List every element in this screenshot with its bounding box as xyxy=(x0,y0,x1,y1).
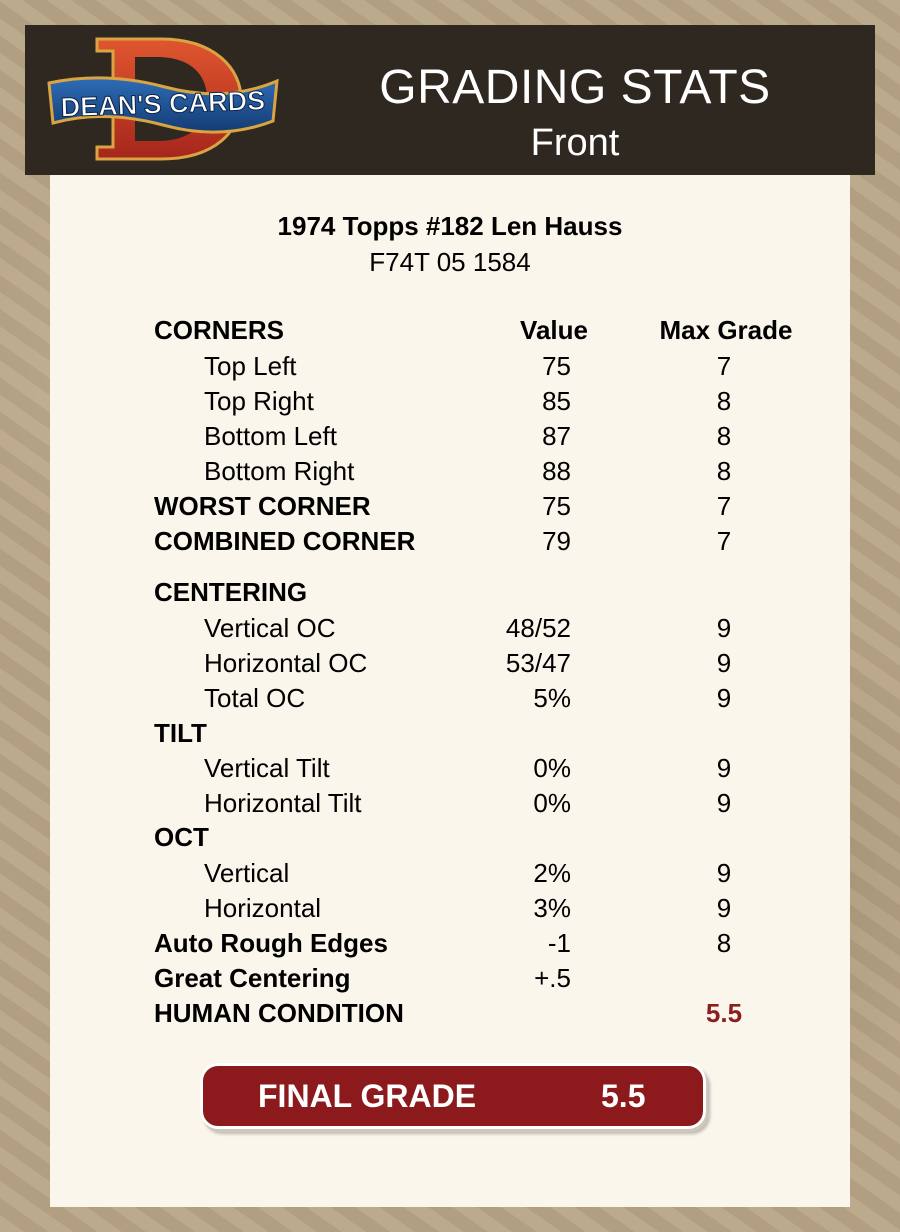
row-max-grade: 7 xyxy=(716,526,732,556)
row-label: WORST CORNER xyxy=(154,491,371,521)
value-column-header: Value xyxy=(520,315,588,345)
row-label: COMBINED CORNER xyxy=(154,526,416,556)
max-grade-column-header: Max Grade xyxy=(659,315,793,345)
row-value: 75 xyxy=(542,491,571,521)
row-value: 85 xyxy=(542,386,571,416)
section-label: CORNERS xyxy=(154,315,285,345)
row-value: +.5 xyxy=(534,963,571,993)
row-max-grade: 9 xyxy=(716,753,732,783)
table-header-row xyxy=(50,314,850,346)
deans-cards-logo xyxy=(45,35,285,163)
table-row xyxy=(50,647,850,679)
section-header-row xyxy=(50,821,850,853)
row-max-grade: 9 xyxy=(716,648,732,678)
final-grade-banner xyxy=(200,1063,706,1129)
table-row xyxy=(50,857,850,889)
row-value: 5% xyxy=(533,683,571,713)
row-value: 53/47 xyxy=(505,648,571,678)
human-condition-row xyxy=(50,997,850,1029)
table-row xyxy=(50,455,850,487)
row-max-grade: 9 xyxy=(716,683,732,713)
row-label: Vertical xyxy=(204,858,290,888)
row-label: Total OC xyxy=(204,683,306,713)
row-max-grade: 9 xyxy=(716,858,732,888)
table-row xyxy=(50,612,850,644)
row-max-grade: 7 xyxy=(716,491,732,521)
row-max-grade: 8 xyxy=(716,386,732,416)
row-value: 3% xyxy=(533,893,571,923)
section-header-row xyxy=(50,717,850,749)
row-value: 48/52 xyxy=(505,613,571,643)
row-value: 75 xyxy=(542,351,571,381)
table-row xyxy=(50,682,850,714)
table-row xyxy=(50,892,850,924)
page-subtitle: Front xyxy=(530,122,620,164)
card-title: 1974 Topps #182 Len Hauss xyxy=(277,211,623,241)
row-label: Top Right xyxy=(204,386,314,416)
header-bar xyxy=(25,25,875,175)
logo-text: DEAN'S CARDS xyxy=(60,85,266,123)
row-max-grade: 9 xyxy=(716,893,732,923)
row-value: 0% xyxy=(533,788,571,818)
final-grade-value: 5.5 xyxy=(601,1078,646,1114)
row-label: Horizontal xyxy=(204,893,322,923)
table-row xyxy=(50,787,850,819)
row-label: HUMAN CONDITION xyxy=(154,998,404,1028)
row-label: Top Left xyxy=(204,351,297,381)
table-row xyxy=(50,385,850,417)
row-max-grade: 8 xyxy=(716,421,732,451)
row-value: -1 xyxy=(547,928,571,958)
table-row xyxy=(50,752,850,784)
row-value: 88 xyxy=(542,456,571,486)
row-label: Auto Rough Edges xyxy=(154,928,388,958)
final-grade-label: FINAL GRADE xyxy=(258,1078,477,1114)
table-row xyxy=(50,525,850,557)
grading-stats-card xyxy=(50,175,850,1207)
row-value: 87 xyxy=(542,421,571,451)
row-label: Vertical Tilt xyxy=(204,753,330,783)
section-header-row xyxy=(50,576,850,608)
table-row xyxy=(50,927,850,959)
section-label: OCT xyxy=(154,822,209,852)
section-label: TILT xyxy=(154,718,207,748)
row-label: Bottom Left xyxy=(204,421,337,451)
row-label: Horizontal Tilt xyxy=(204,788,362,818)
row-value: 79 xyxy=(542,526,571,556)
row-value: 2% xyxy=(533,858,571,888)
card-code: F74T 05 1584 xyxy=(369,247,531,277)
row-label: Vertical OC xyxy=(204,613,336,643)
table-row xyxy=(50,350,850,382)
section-label: CENTERING xyxy=(154,577,308,607)
human-condition-grade: 5.5 xyxy=(705,998,743,1028)
table-row xyxy=(50,490,850,522)
row-label: Great Centering xyxy=(154,963,351,993)
row-max-grade: 9 xyxy=(716,788,732,818)
row-label: Bottom Right xyxy=(204,456,355,486)
table-row xyxy=(50,962,850,994)
row-label: Horizontal OC xyxy=(204,648,368,678)
row-max-grade: 8 xyxy=(716,456,732,486)
row-max-grade: 9 xyxy=(716,613,732,643)
row-max-grade: 8 xyxy=(716,928,732,958)
table-row xyxy=(50,420,850,452)
row-max-grade: 7 xyxy=(716,351,732,381)
page-title: GRADING STATS xyxy=(379,61,771,114)
row-value: 0% xyxy=(533,753,571,783)
